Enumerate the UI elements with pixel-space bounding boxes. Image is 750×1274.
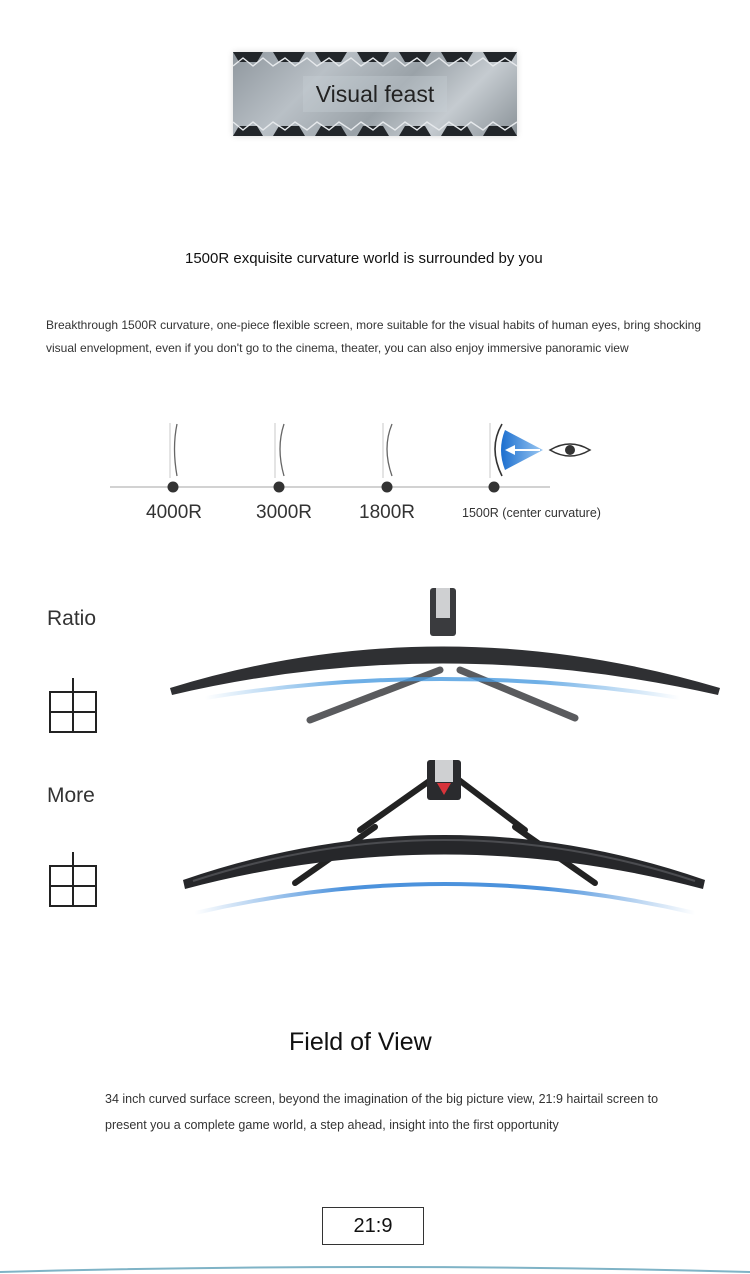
fov-text: 34 inch curved surface screen, beyond the imagination of the big picture view, 21:9 hairtail screen to present you a complete game world, a step ahead, insight into the first opportunity <box>105 1092 659 1132</box>
grid-icon <box>49 678 98 733</box>
monitor-top-view-2 <box>175 755 725 920</box>
bottom-curve <box>0 1262 750 1274</box>
fov-title: Field of View <box>289 1028 432 1056</box>
section-subtitle: 1500R exquisite curvature world is surrounded by you <box>185 250 543 267</box>
ratio-label: Ratio <box>47 607 97 630</box>
banner-title: Visual feast <box>315 80 435 107</box>
curvature-point-1500r <box>489 482 500 493</box>
banner <box>233 52 517 136</box>
grid-icon <box>49 852 98 907</box>
curvature-point-1800r <box>382 482 393 493</box>
more-label: More <box>47 784 95 807</box>
curvature-label-1800r: 1800R <box>359 502 415 523</box>
section-paragraph: Breakthrough 1500R curvature, one-piece flexible screen, more suitable for the visual habits of human eyes, bring shocking visual envelopment, even if you don't go to the cinema, theater, you can also enjoy immersive panoramic view <box>46 318 702 355</box>
monitor-top-view-1 <box>160 580 730 730</box>
curvature-label-1500r: 1500R (center curvature) <box>462 506 601 520</box>
curvature-point-3000r <box>274 482 285 493</box>
curvature-label-4000r: 4000R <box>146 502 202 523</box>
curvature-point-4000r <box>168 482 179 493</box>
curvature-label-3000r: 3000R <box>256 502 312 523</box>
curvature-diagram <box>105 418 605 498</box>
eye-icon <box>550 444 590 456</box>
aspect-ratio-badge: 21:9 <box>322 1207 424 1245</box>
